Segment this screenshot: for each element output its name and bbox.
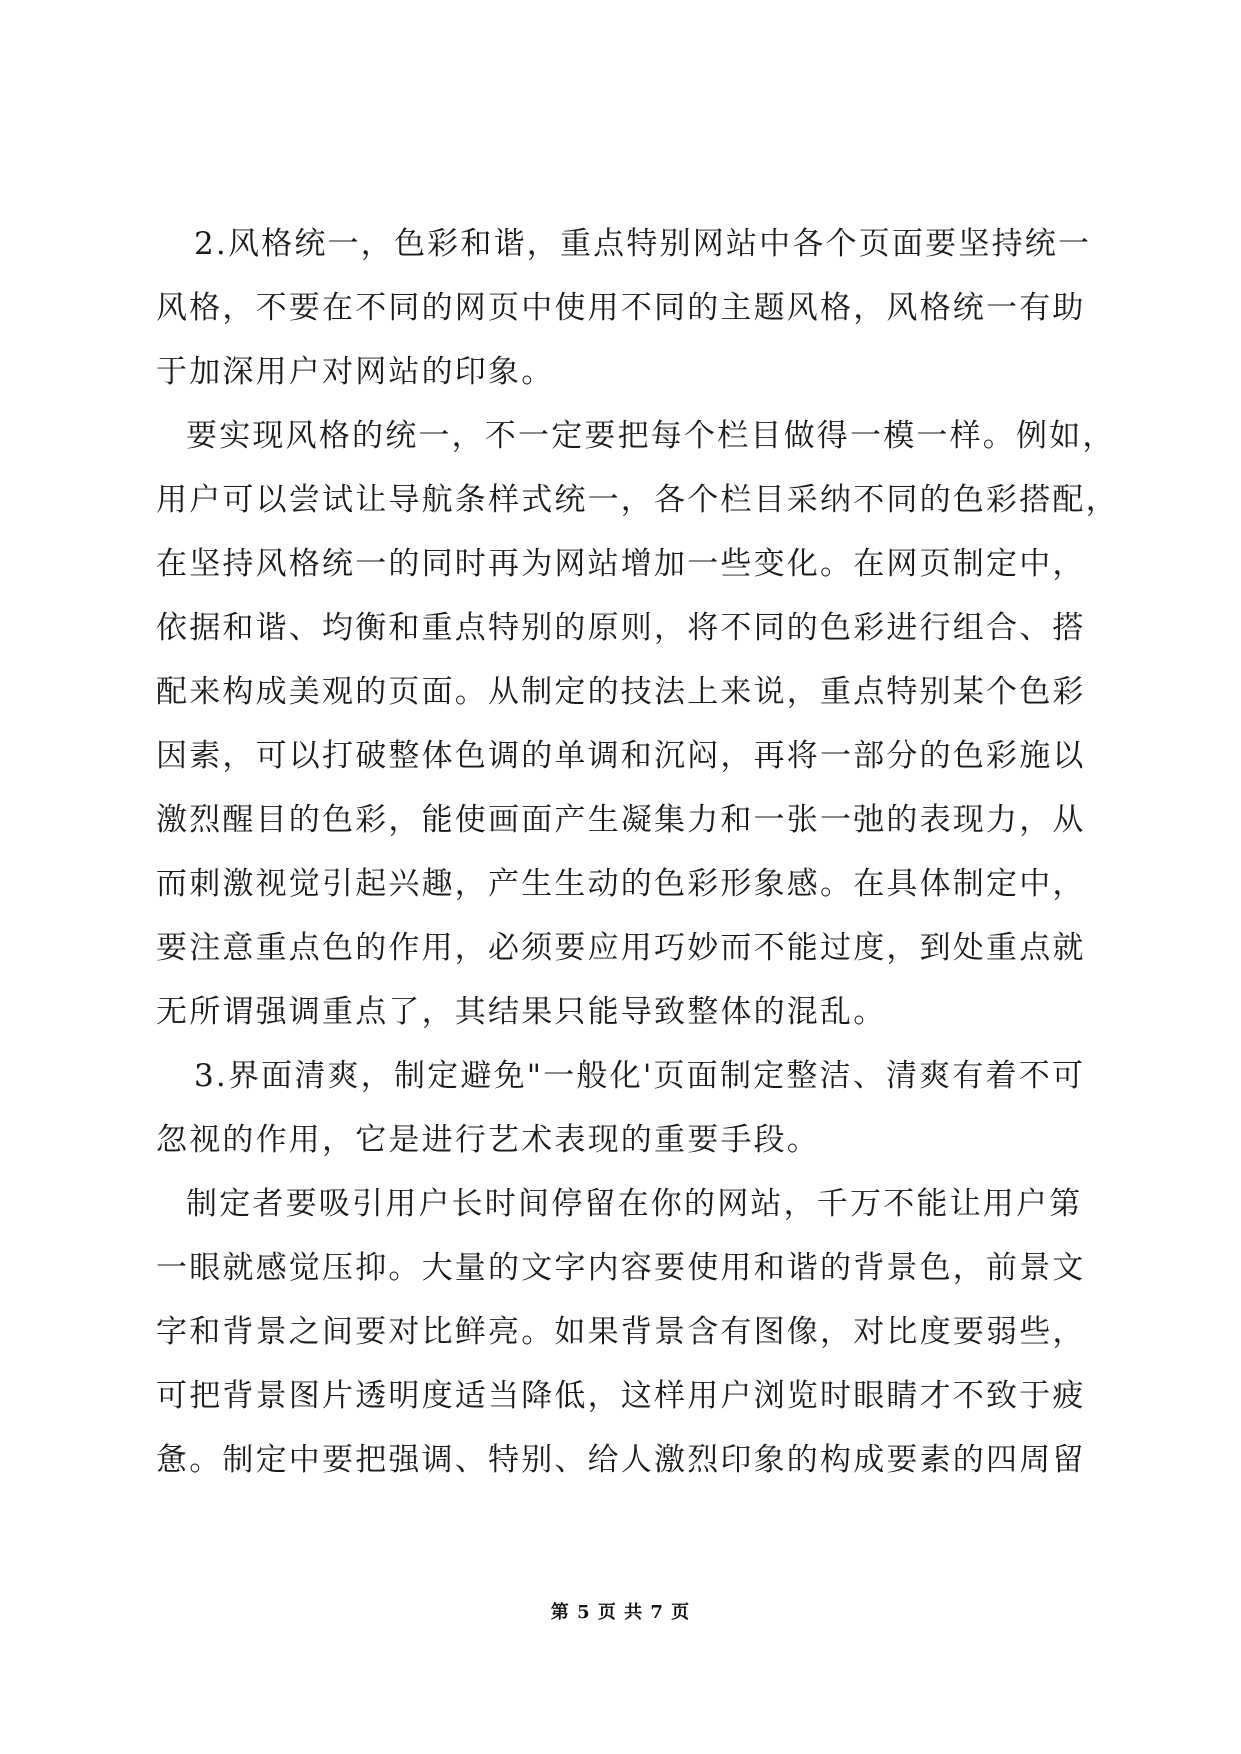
text-line: 要注意重点色的作用，必须要应用巧妙而不能过度，到处重点就 — [156, 930, 1086, 966]
text-line: 制定者要吸引用户长时间停留在你的网站，千万不能让用户第 — [186, 1186, 1083, 1222]
text-line: 于加深用户对网站的印象。 — [156, 354, 555, 390]
text-line: 因素，可以打破整体色调的单调和沉闷，再将一部分的色彩施以 — [156, 738, 1086, 774]
text-line: 2.风格统一，色彩和谐，重点特别网站中各个页面要坚持统一 — [194, 226, 1092, 262]
text-line: 激烈醒目的色彩，能使画面产生凝集力和一张一弛的表现力，从 — [156, 802, 1086, 838]
text-line: 3.界面清爽，制定避免"一般化'页面制定整洁、清爽有着不可 — [194, 1058, 1086, 1094]
body-text — [156, 212, 1119, 1492]
text-line: 配来构成美观的页面。从制定的技法上来说，重点特别某个色彩 — [156, 674, 1086, 710]
text-line: 而刺激视觉引起兴趣，产生生动的色彩形象感。在具体制定中， — [156, 866, 1086, 902]
text-line: 忽视的作用，它是进行艺术表现的重要手段。 — [156, 1122, 820, 1158]
text-line: 无所谓强调重点了，其结果只能导致整体的混乱。 — [156, 994, 887, 1030]
page-number-footer: 第 5 页 共 7 页 — [550, 1602, 691, 1623]
text-line: 在坚持风格统一的同时再为网站增加一些变化。在网页制定中， — [156, 546, 1086, 582]
text-line: 风格，不要在不同的网页中使用不同的主题风格，风格统一有助 — [156, 290, 1086, 326]
text-line: 一眼就感觉压抑。大量的文字内容要使用和谐的背景色，前景文 — [156, 1250, 1086, 1286]
text-line: 用户可以尝试让导航条样式统一，各个栏目采纳不同的色彩搭配， — [156, 482, 1119, 518]
text-line: 要实现风格的统一，不一定要把每个栏目做得一模一样。例如， — [186, 418, 1116, 454]
text-line: 惫。制定中要把强调、特别、给人激烈印象的构成要素的四周留 — [156, 1442, 1086, 1478]
text-line: 依据和谐、均衡和重点特别的原则，将不同的色彩进行组合、搭 — [156, 610, 1086, 646]
text-line: 可把背景图片透明度适当降低，这样用户浏览时眼睛才不致于疲 — [156, 1378, 1086, 1414]
text-line: 字和背景之间要对比鲜亮。如果背景含有图像，对比度要弱些， — [156, 1314, 1086, 1350]
